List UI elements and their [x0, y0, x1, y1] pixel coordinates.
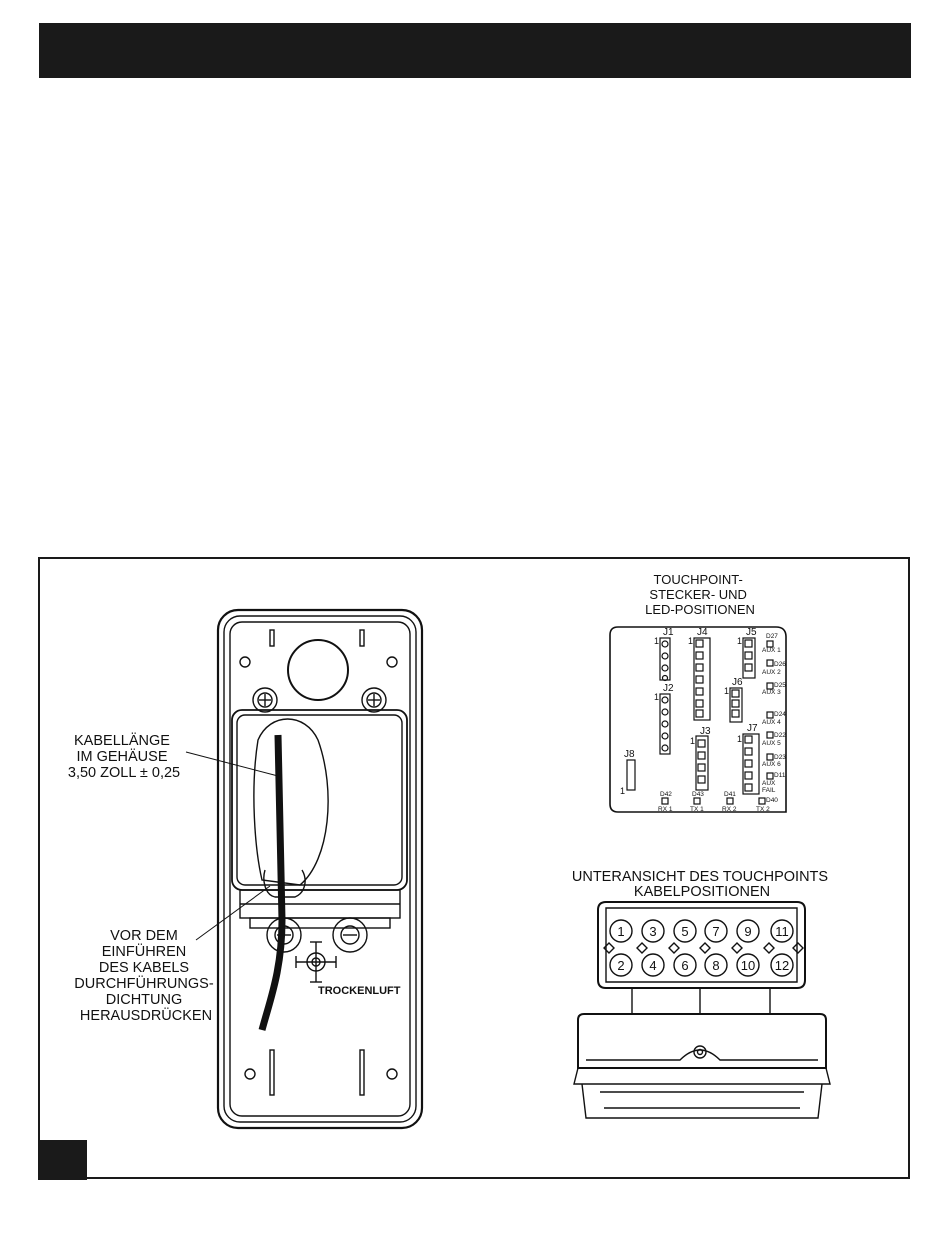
led-label: RX 2: [722, 806, 737, 813]
cable-drawing: [262, 735, 282, 1030]
cable-position-circles: [604, 920, 803, 976]
pin-one-marker: 1: [688, 636, 694, 646]
callout-line: KABELLÄNGE: [74, 733, 170, 749]
pin-one-markers: [620, 636, 742, 796]
led-id: D43: [692, 791, 704, 798]
cable-position-number: 9: [744, 924, 752, 939]
cable-position-number: 3: [649, 924, 657, 939]
led-label: AUX 4: [762, 719, 781, 726]
enclosure-drawing: [218, 610, 422, 1128]
led-label: AUX 1: [762, 647, 781, 654]
led-label: AUX 5: [762, 740, 781, 747]
bottom-led-labels: [658, 791, 778, 813]
led-id: D24: [774, 711, 786, 718]
led-label: RX 1: [658, 806, 673, 813]
callout-line: IM GEHÄUSE: [76, 749, 168, 765]
led-id: D41: [724, 791, 736, 798]
led-label: AUX 6: [762, 761, 781, 768]
pin-one-marker: 1: [654, 636, 660, 646]
connector-panel-drawing: [610, 627, 786, 812]
led-id: D25: [774, 682, 786, 689]
bottom-view-drawing: [574, 902, 830, 1118]
led-id: D11: [774, 772, 786, 779]
pin-one-marker: 1: [737, 636, 743, 646]
connector-label: J6: [732, 677, 743, 688]
side-led-labels: [762, 633, 786, 794]
callout-line: VOR DEM: [110, 928, 178, 944]
connector-label: J1: [663, 627, 674, 638]
callout-line: EINFÜHREN: [101, 944, 187, 960]
cable-position-number: 7: [712, 924, 720, 939]
dry-air-label: TROCKENLUFT: [318, 985, 401, 997]
cable-position-number: 2: [617, 958, 625, 973]
pin-one-marker: 1: [737, 734, 743, 744]
bottom-view-title: UNTERANSICHT DES TOUCHPOINTS KABELPOSITIONEN: [571, 869, 829, 900]
cable-position-number: 5: [681, 924, 689, 939]
callout-line: 3,50 ZOLL ± 0,25: [67, 765, 181, 781]
led-label: AUX: [762, 780, 776, 787]
led-label: TX 2: [756, 806, 770, 813]
cable-position-number: 10: [740, 958, 756, 973]
led-label: AUX 2: [762, 669, 781, 676]
connector-label: J3: [700, 726, 711, 737]
connector-label: J7: [747, 723, 758, 734]
callout-line: HERAUSDRÜCKEN: [79, 1008, 213, 1024]
led-id: D26: [774, 661, 786, 668]
connector-label: J5: [746, 627, 757, 638]
cable-position-number: 6: [681, 958, 689, 973]
callout-line: DES KABELS: [98, 960, 190, 976]
led-id: D22: [774, 732, 786, 739]
cable-position-number: 12: [774, 958, 790, 973]
led-id: D23: [774, 754, 786, 761]
led-id: D42: [660, 791, 672, 798]
connector-panel-title: TOUCHPOINT- STECKER- UND LED-POSITIONEN: [645, 572, 755, 617]
connector-label: J4: [697, 627, 708, 638]
callout-line: DICHTUNG: [105, 992, 183, 1008]
led-label: TX 1: [690, 806, 704, 813]
cable-position-number: 4: [649, 958, 657, 973]
led-label: FAIL: [762, 787, 776, 794]
callout-line: DURCHFÜHRUNGS-: [74, 976, 214, 992]
cable-position-number: 8: [712, 958, 720, 973]
cable-position-number: 1: [617, 924, 625, 939]
connector-label: J2: [663, 683, 674, 694]
led-id: D40: [766, 797, 778, 804]
led-label: AUX 3: [762, 689, 781, 696]
pin-one-marker: 1: [620, 786, 626, 796]
cable-position-number: 11: [775, 924, 789, 939]
pin-one-marker: 1: [724, 686, 730, 696]
pin-one-marker: 1: [654, 692, 660, 702]
led-id: D27: [766, 633, 778, 640]
cable-length-callout: [68, 732, 180, 781]
before-insert-callout: [74, 928, 217, 1024]
connector-label: J8: [624, 749, 635, 760]
pin-one-marker: 1: [690, 736, 696, 746]
